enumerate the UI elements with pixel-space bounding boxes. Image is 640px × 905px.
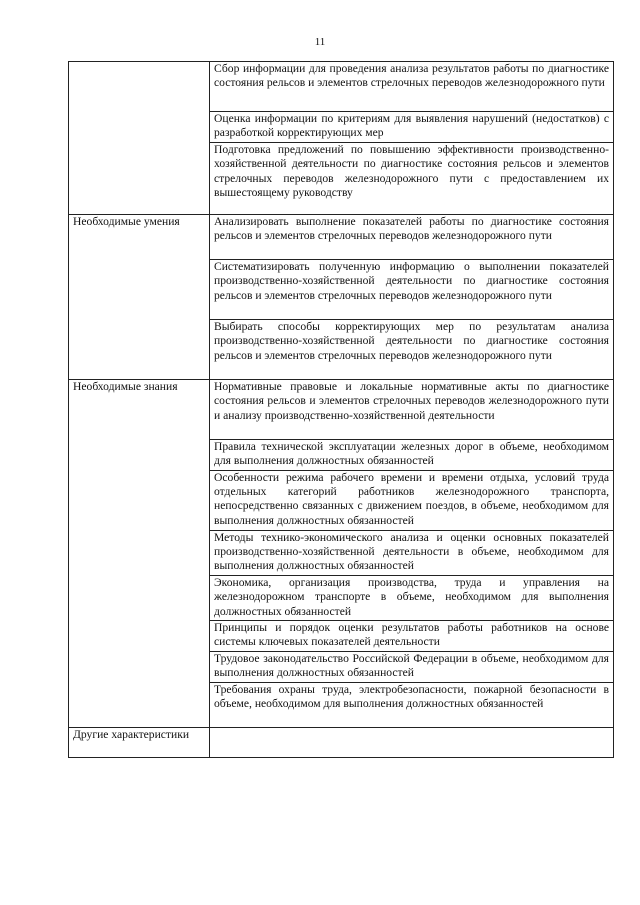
row-label-other: Другие характеристики (69, 727, 210, 757)
row-label-skills: Необходимые умения (69, 214, 210, 379)
table-cell (210, 259, 614, 319)
table-cell (210, 575, 614, 620)
requirements-table (68, 61, 614, 758)
table-row (69, 214, 614, 259)
table-row (69, 62, 614, 112)
cell-text: Экономика, организация производства, труда и управления на железнодорожном транспорте в объеме, необходимом для выполнения должностных обязанностей (214, 575, 609, 618)
table-cell (210, 214, 614, 259)
table-cell (210, 621, 614, 652)
cell-text: Методы технико-экономического анализа и оценки основных показателей производственно-хозяйственной деятельности в объеме, необходимом для выполнения должностных обязанностей (214, 530, 609, 573)
cell-text: Подготовка предложений по повышению эффективности производственно-хозяйственной деятельности по диагностике состояния рельсов и элементов стрелочных переводов железнодорожного пути с предоставлением их вышестоящему руководству (214, 142, 609, 200)
row-label-empty (69, 62, 210, 215)
table-cell (210, 439, 614, 470)
table-cell (210, 112, 614, 143)
table-row (69, 727, 614, 757)
table-cell (210, 142, 614, 214)
cell-text: Нормативные правовые и локальные нормативные акты по диагностике состояния рельсов и элементов стрелочных переводов железнодорожного пути и анализу производственно-хозяйственной деятельности (214, 379, 609, 422)
cell-text: Выбирать способы корректирующих мер по результатам анализа производственно-хозяйственной деятельности по диагностике состояния рельсов и элементов стрелочных переводов железнодорожного пути (214, 319, 609, 362)
table-cell (210, 319, 614, 379)
table-cell (210, 530, 614, 575)
table-cell-empty (210, 727, 614, 757)
table-cell (210, 62, 614, 112)
cell-text: Систематизировать полученную информацию о выполнении показателей производственно-хозяйственной деятельности по диагностике состояния рельсов и элементов стрелочных переводов железнодорожного пути (214, 259, 609, 302)
page-number: 11 (314, 36, 326, 48)
cell-text: Правила технической эксплуатации железных дорог в объеме, необходимом для выполнения должностных обязанностей (214, 439, 609, 468)
table-cell (210, 651, 614, 682)
row-label-knowledge: Необходимые знания (69, 379, 210, 727)
table-cell (210, 682, 614, 727)
table-cell (210, 379, 614, 439)
cell-text: Анализировать выполнение показателей работы по диагностике состояния рельсов и элементов стрелочных переводов железнодорожного пути (214, 214, 609, 243)
cell-text: Оценка информации по критериям для выявления нарушений (недостатков) с разработкой корректирующих мер (214, 112, 609, 140)
table-row (69, 379, 614, 439)
cell-text: Принципы и порядок оценки результатов работы работников на основе системы ключевых показателей деятельности (214, 621, 609, 649)
cell-text: Особенности режима рабочего времени и времени отдыха, условий труда отдельных категорий работников железнодорожного транспорта, непосредственно связанных с движением поездов, в объеме, необходимом для выполнения должностных обязанностей (214, 470, 609, 527)
cell-text: Требования охраны труда, электробезопасности, пожарной безопасности в объеме, необходимом для выполнения должностных обязанностей (214, 682, 609, 711)
cell-text: Сбор информации для проведения анализа результатов работы по диагностике состояния рельсов и элементов стрелочных переводов железнодорожного пути (214, 62, 609, 90)
cell-text: Трудовое законодательство Российской Федерации в объеме, необходимом для выполнения должностных обязанностей (214, 651, 609, 680)
table-cell (210, 470, 614, 530)
